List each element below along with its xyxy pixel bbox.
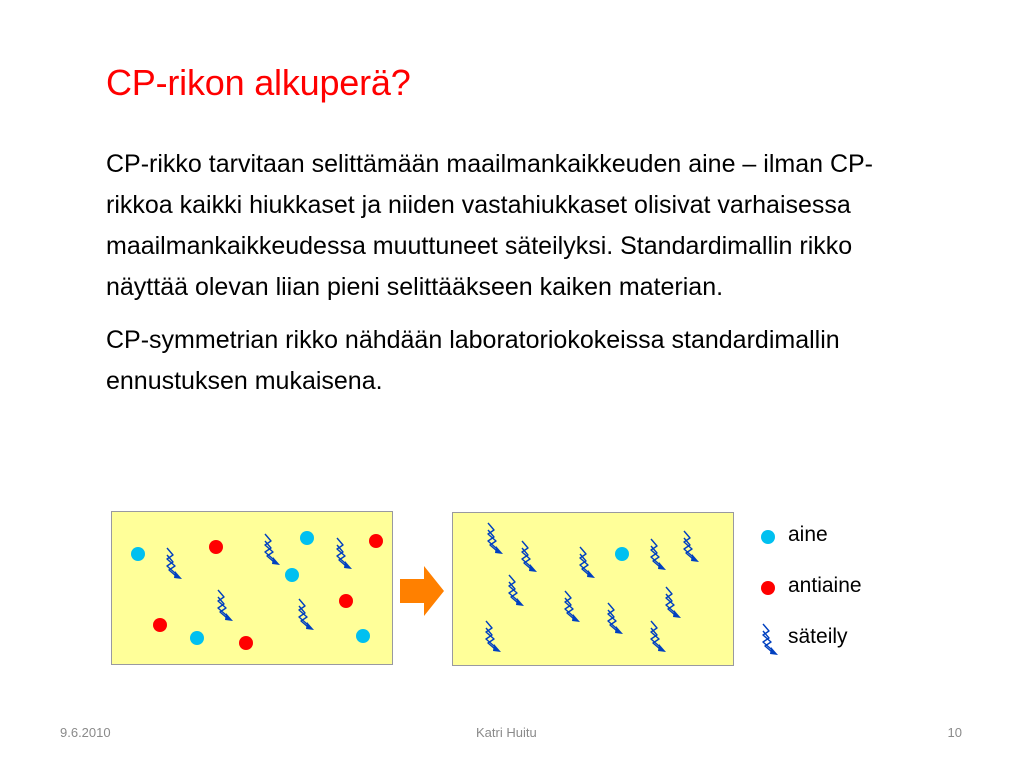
photon-icon	[486, 621, 501, 652]
photon-icon	[522, 541, 537, 572]
slide-title: CP-rikon alkuperä?	[106, 62, 411, 103]
matter-particle	[615, 547, 629, 561]
matter-particle	[356, 629, 370, 643]
present-universe-box	[452, 512, 734, 666]
footer-date: 9.6.2010	[60, 725, 111, 740]
early-universe-box	[111, 511, 393, 665]
right-arrow-icon	[400, 566, 444, 621]
photon-icon	[509, 575, 524, 606]
slide-body	[106, 144, 936, 414]
photon-icon	[608, 603, 623, 634]
antimatter-particle	[339, 594, 353, 608]
legend-label-matter: aine	[788, 523, 828, 546]
antimatter-particle	[369, 534, 383, 548]
antimatter-particle	[239, 636, 253, 650]
red-dot-icon	[758, 571, 782, 601]
body-paragraph-2: CP-symmetrian rikko nähdään laboratoriokokeissa standardimallin ennustuksen mukaisena.	[106, 326, 840, 395]
photon-squiggle-icon	[758, 622, 782, 658]
photon-icon	[265, 534, 280, 565]
photon-icon	[651, 539, 666, 570]
photon-icon	[580, 547, 595, 578]
photon-icon	[218, 590, 233, 621]
antimatter-particle	[209, 540, 223, 554]
photon-icon	[299, 599, 314, 630]
cyan-dot-icon	[758, 520, 782, 550]
matter-particle	[131, 547, 145, 561]
footer-page-number: 10	[947, 725, 962, 740]
legend-label-radiation: säteily	[788, 625, 848, 648]
photon-icon	[167, 548, 182, 579]
photon-icon	[565, 591, 580, 622]
matter-particle	[190, 631, 204, 645]
antimatter-particle	[153, 618, 167, 632]
legend-label-antimatter: antiaine	[788, 574, 862, 597]
footer-author: Katri Huitu	[476, 725, 537, 740]
photon-icon	[666, 587, 681, 618]
body-paragraph-1: CP-rikko tarvitaan selittämään maailmankaikkeuden aine – ilman CP-rikkoa kaikki hiukkaset ja niiden vastahiukkaset olisivat varhaisessa maailmankaikkeudessa muuttuneet säteilyksi. Standardimallin rikko näyttää olevan liian pieni selittääkseen kaiken materian.	[106, 150, 874, 301]
matter-particle	[285, 568, 299, 582]
photon-icon	[651, 621, 666, 652]
photon-icon	[337, 538, 352, 569]
photon-icon	[488, 523, 503, 554]
matter-particle	[300, 531, 314, 545]
photon-icon	[684, 531, 699, 562]
